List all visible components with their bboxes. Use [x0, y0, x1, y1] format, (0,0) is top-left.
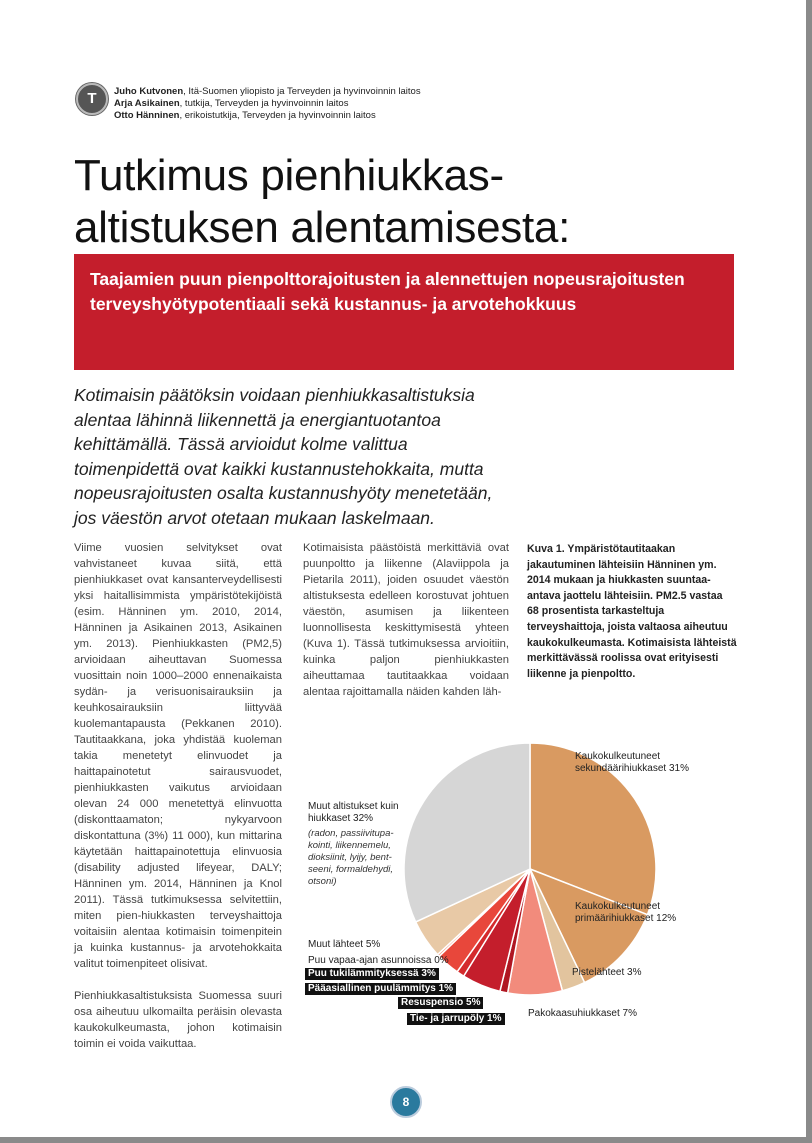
author-line: Otto Hänninen, erikoistutkija, Terveyden ja hyvinvoinnin laitos	[114, 110, 376, 121]
label-road-dust: Tie- ja jarrupöly 1%	[407, 1013, 505, 1025]
label-other-exposures: Muut altistukset kuin hiukkaset 32%	[308, 801, 399, 824]
author-line: Arja Asikainen, tutkija, Terveyden ja hyvinvoinnin laitos	[114, 98, 349, 109]
article-title: Tutkimus pienhiukkas- altistuksen alentamisesta:	[74, 151, 571, 252]
body-paragraph: Kotimaisista päästöistä merkittäviä ovat puunpoltto ja liikenne (Alaviippola ja Pietarila 2011), joiden osuudet väestön altistuksesta edelleen korostuvat johtuen väestön, asumisen ja liikenteen luonnollisesta keskittymisestä yhteen (Kuva 1). Tässä tutkimuksessa arvioitiin, kuinka paljon pienhiukkasten aiheuttamaa tautitaakkaa voidaan alentaa rajoittamalla näiden kahden läh-	[303, 542, 509, 698]
figure-caption: Kuva 1. Ympäristötautitaakan jakautuminen lähteisiin Hänninen ym. 2014 mukaan ja hiukkasten suuntaa-antava jaottelu lähteisiin. PM2.5 vastaa 68 prosentista tarkasteltuja terveyshaittoja, joista valtaosa aiheutuu kaukokulkeumasta. Kotimaisista lähteistä merkittävässä roolissa ovat erityisesti liikenne ja pienpoltto.	[527, 543, 737, 680]
body-paragraph: Pienhiukkasaltistuksista Suomessa suuri osa aiheutuu ulkomailta peräisin olevasta kaukokulkeumasta, johon kotimaisin toimin ei voida vaikuttaa.	[74, 990, 282, 1050]
label-resuspension: Resuspensio 5%	[398, 997, 483, 1009]
page-number: 8	[390, 1086, 422, 1118]
pie-chart	[300, 735, 740, 1035]
subtitle-box	[74, 254, 734, 370]
label-cottage-wood: Puu vapaa-ajan asunnoissa 0%	[308, 955, 449, 966]
label-supplementary-wood: Puu tukilämmityksessä 3%	[305, 968, 439, 980]
article-subtitle: Taajamien puun pienpolttorajoitusten ja alennettujen nopeusrajoitusten terveyshyötypotentiaali sekä kustannus- ja arvotehokkuus	[90, 269, 685, 314]
label-other-sources: Muut lähteet 5%	[308, 939, 381, 950]
label-secondary: Kaukokulkeutuneet sekundäärihiukkaset 31%	[575, 751, 689, 774]
label-point-sources: Pistelähteet 3%	[572, 967, 642, 978]
lead-paragraph: Kotimaisin päätöksin voidaan pienhiukkasaltistuksia alentaa lähinnä liikennettä ja energiantuotantoa kehittämällä. Tässä arvioidut kolme valittua toimenpidettä ovat kaikki kustannustehokkaita, mutta nopeusrajoitusten osalta kustannushyöty menetetään, jos väestön arvot otetaan mukaan laskelmaan.	[74, 385, 493, 528]
author-line: Juho Kutvonen, Itä-Suomen yliopisto ja Terveyden ja hyvinvoinnin laitos	[114, 86, 421, 97]
author-list	[114, 86, 421, 122]
author-badge-icon: T	[76, 83, 108, 115]
label-other-exposures-note: (radon, passiivitupa- kointi, liikennemelu, dioksiinit, lyijy, bent- seeni, formaldehydi, otsoni)	[308, 828, 394, 887]
label-main-wood-heating: Pääasiallinen puulämmitys 1%	[305, 983, 456, 995]
label-exhaust: Pakokaasuhiukkaset 7%	[528, 1008, 637, 1019]
body-column-1	[74, 540, 282, 1068]
body-paragraph: Viime vuosien selvitykset ovat vahvistaneet kuvaa siitä, että pienhiukkaset ovat kansanterveydellisesti yksi haitallisimmista ympäristötekijöistä (esim. Hänninen ym. 2010, 2014, Hänninen ja Asikainen 2013, Asikainen ym. 2013). Pienhiukkasten (PM2,5) arvioidaan aiheuttavan Suomessa vuosittain noin 1000–2000 ennenaikaista sydän- ja verisuonisairauksiin ja keuhkosairauksiin liittyvää kuolemantapausta (Pekkanen 2010). Tautitaakkana, joka yhdistää kuoleman takia menetetyt elinvuodet ja haittapainotetut sairausvuodet, pienhiukkasten vaikutus arvioidaan olevan 24 000 menetettyä elinvuotta (diskonttaamaton; nykyarvoon diskontattuna (3%) 11 000), kun mittarina käytetään haittapainotettuja elinvuosia (disability adjusted lifeyear, DALY; Hänninen ym. 2014, Hänninen ja Knol 2011). Tässä tutkimuksessa selvitettiin, miten pien-hiukkasten terveyshaittoja voitaisiin alentaa kotimaisin toimenpitein ja kuinka kustannus- ja arvotehokkaita valitut toimenpiteet olisivat.	[74, 542, 282, 970]
label-primary: Kaukokulkeutuneet primäärihiukkaset 12%	[575, 901, 677, 924]
body-column-2	[303, 540, 509, 716]
